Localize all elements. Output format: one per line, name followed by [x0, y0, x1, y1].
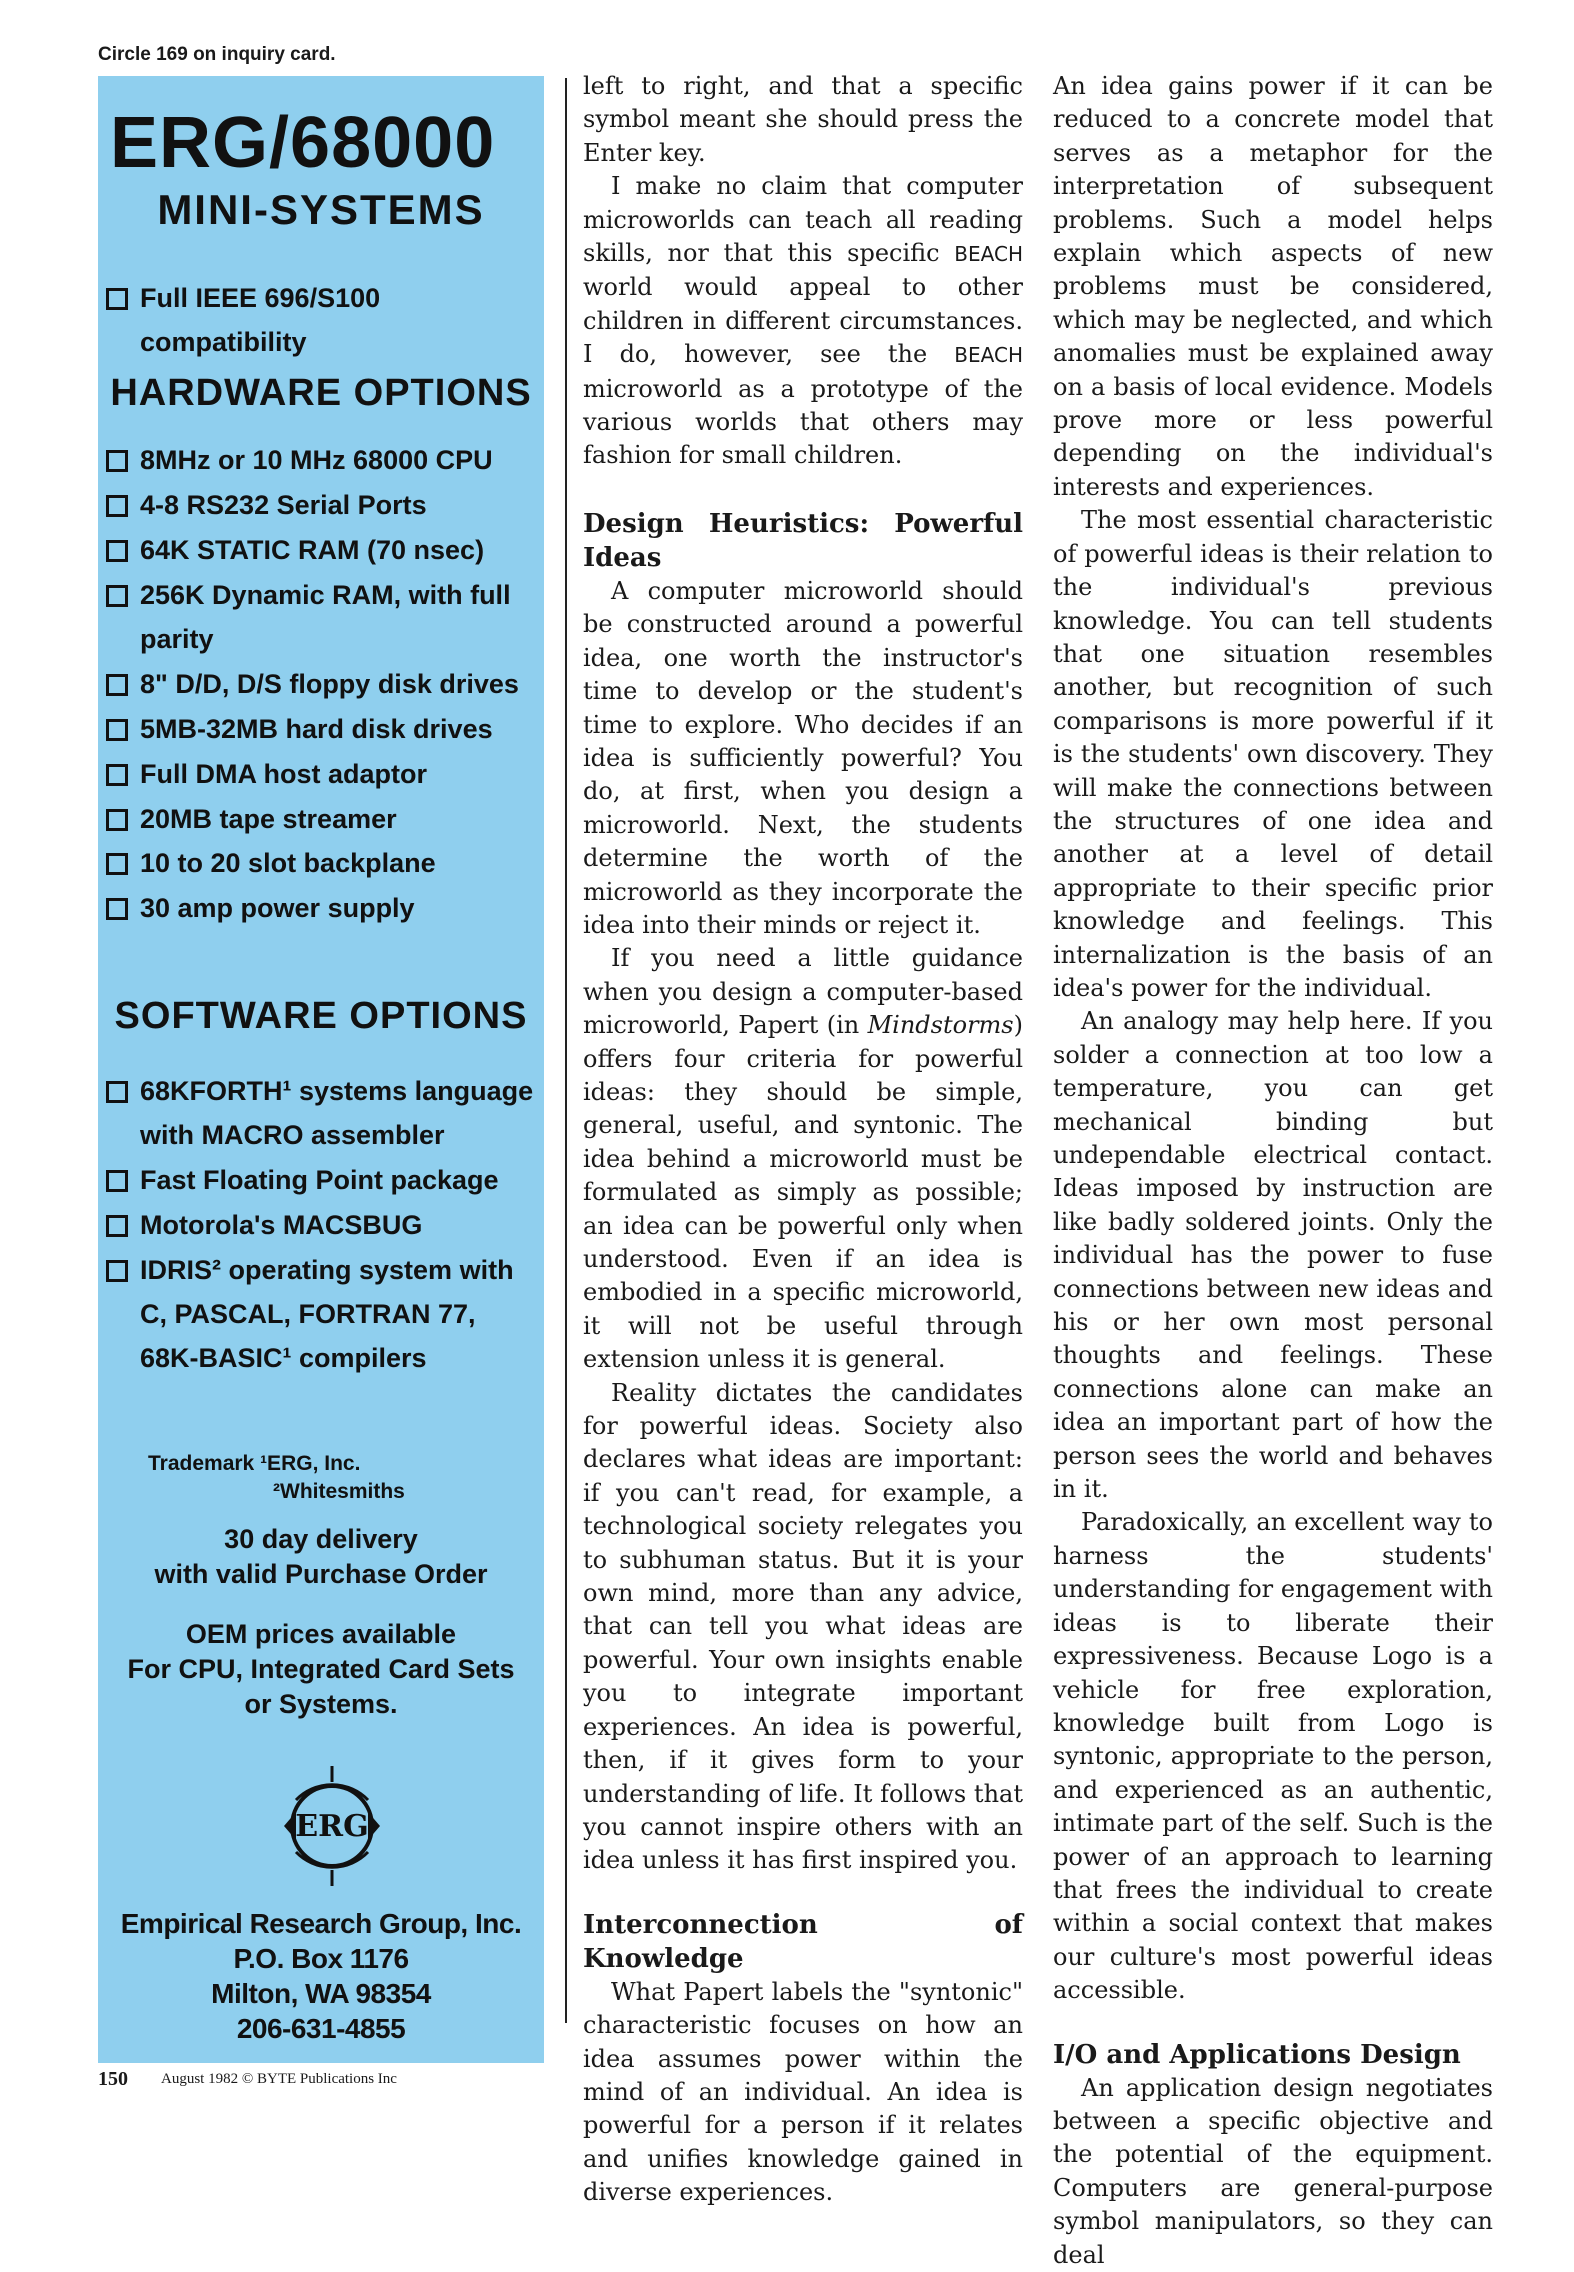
article-column-2: [1053, 70, 1493, 2272]
section-heading: I/O and Applications Design: [1053, 2039, 1461, 2070]
paragraph: What Papert labels the "syntonic" characteristic focuses on how an idea assumes power within the mind of an individual. An idea is powerful for a person if it relates and unifies knowledge gained in diverse experiences.: [583, 1977, 1023, 2207]
logo-letters: ERG: [295, 1809, 369, 1844]
page-number: 150: [98, 2068, 128, 2090]
article-column-1: [583, 70, 1023, 2210]
hardware-option: [106, 670, 542, 706]
hardware-option: [106, 715, 542, 751]
paragraph: An idea gains power if it can be reduced to a concrete model that serves as a metaphor for the interpretation of subsequent problems. Such a model helps explain which aspects of new problems must be considered, which may be neglected, and which anomalies must be explained away on a basis of local evidence. Models prove more or less powerful depending on the individual's interests and experiences.: [1053, 72, 1493, 501]
checkbox-icon: [106, 898, 128, 920]
company-po-box: P.O. Box 1176: [233, 1943, 409, 1974]
checkbox-icon: [106, 1081, 128, 1103]
trademark-note-1: Trademark ¹ERG, Inc.: [148, 1452, 361, 1475]
hardware-option: [106, 894, 542, 930]
company-name: Empirical Research Group, Inc.: [120, 1908, 522, 1939]
checkbox-icon: [106, 1170, 128, 1192]
option-label: Motorola's MACSBUG: [140, 1210, 423, 1240]
software-option: [106, 1166, 542, 1202]
checkbox-icon: [106, 288, 128, 310]
erg-logo-icon: [266, 1760, 398, 1892]
hardware-option: [106, 581, 542, 661]
option-label: 256K Dynamic RAM, with full parity: [140, 580, 511, 654]
option-label: 68KFORTH¹ systems language with MACRO assembler: [140, 1076, 534, 1150]
paragraph: If you need a little guidance when you design a computer-based microworld, Papert (in Mindstorms) offers four criteria for powerful ideas: they should be simple, general, useful, and syntonic. The idea behind a microworld must be formulated as simply as possible; an idea can be powerful only when understood. Even if an idea is embodied in a specific microworld, it will not be useful through extension unless it is general.: [583, 944, 1023, 1374]
option-label: IDRIS² operating system with C, PASCAL, FORTRAN 77, 68K-BASIC¹ compilers: [140, 1255, 514, 1373]
option-label: 30 amp power supply: [140, 893, 415, 923]
delivery-line-2: with valid Purchase Order: [154, 1559, 488, 1589]
checkbox-icon: [106, 450, 128, 472]
column-divider: [565, 78, 567, 2023]
hardware-option: [106, 446, 542, 482]
checkbox-icon: [106, 495, 128, 517]
software-option: [106, 1077, 542, 1157]
publication-credit: August 1982 © BYTE Publications Inc: [161, 2071, 397, 2087]
hardware-option: [106, 491, 542, 527]
option-label: 4-8 RS232 Serial Ports: [140, 490, 427, 520]
oem-line-1: OEM prices available: [185, 1619, 457, 1649]
paragraph: An application design negotiates between a specific objective and the potential of the equipment. Computers are general-purpose symbol manipulators, so they can deal: [1053, 2073, 1493, 2269]
ad-intro-option: [106, 284, 542, 364]
company-phone: 206-631-4855: [236, 2013, 406, 2044]
option-label: Full DMA host adaptor: [140, 759, 427, 789]
oem-line-3: or Systems.: [244, 1689, 398, 1719]
option-label: Fast Floating Point package: [140, 1165, 499, 1195]
hardware-options-heading: HARDWARE OPTIONS: [110, 372, 532, 414]
section-heading: Interconnection of Knowledge: [583, 1909, 1023, 1974]
checkbox-icon: [106, 764, 128, 786]
oem-line-2: For CPU, Integrated Card Sets: [127, 1654, 515, 1684]
ad-subtitle: MINI-SYSTEMS: [157, 186, 485, 233]
option-label: 10 to 20 slot backplane: [140, 848, 436, 878]
checkbox-icon: [106, 809, 128, 831]
option-label: Full IEEE 696/S100 compatibility: [140, 283, 381, 357]
trademark-note-2: ²Whitesmiths: [273, 1480, 405, 1503]
option-label: 5MB-32MB hard disk drives: [140, 714, 493, 744]
ad-brand-title: ERG/68000: [110, 103, 496, 183]
hardware-option: [106, 805, 542, 841]
delivery-line-1: 30 day delivery: [224, 1524, 418, 1554]
checkbox-icon: [106, 540, 128, 562]
software-options-heading: SOFTWARE OPTIONS: [114, 995, 528, 1037]
paragraph: left to right, and that a specific symbol meant she should press the Enter key.: [583, 72, 1023, 167]
checkbox-icon: [106, 853, 128, 875]
checkbox-icon: [106, 1260, 128, 1282]
paragraph: Reality dictates the candidates for powerful ideas. Society also declares what ideas are important: if you can't read, for example, a technological society relegates you to subhuman status. But it is your own mind, more than any advice, that can tell you what ideas are powerful. Your own insights enable you to integrate important experiences. An idea is powerful, then, if it gives form to your understanding of life. It follows that you cannot inspire others with an idea unless it has first inspired you.: [583, 1378, 1023, 1875]
hardware-option: [106, 536, 542, 572]
paragraph: An analogy may help here. If you solder a connection at too low a temperature, you can get mechanical binding but undependable electrical contact. Ideas imposed by instruction are like badly soldered joints. Only the individual has the power to fuse connections between new ideas and his or her own most personal thoughts and feelings. These connections alone can make an idea an important part of how the person sees the world and behaves in it.: [1053, 1007, 1493, 1504]
hardware-option: [106, 760, 542, 796]
paragraph: The most essential characteristic of powerful ideas is their relation to the individual's previous knowledge. You can tell students that one situation resembles another, but recognition of such comparisons is more powerful if it is the students' own discovery. They will make the connections between the structures of one idea and another at a level of detail appropriate to their specific prior knowledge and feelings. This internalization is the basis of an idea's power for the individual.: [1053, 506, 1493, 1002]
paragraph: A computer microworld should be constructed around a powerful idea, one worth the instructor's time to develop or the student's time to explore. Who decides if an idea is sufficiently powerful? You do, at first, when you design a microworld. Next, the students determine the worth of the microworld as they incorporate the idea into their minds or reject it.: [583, 576, 1023, 939]
company-address: [98, 1906, 544, 2046]
section-heading: Design Heuristics: Powerful Ideas: [583, 508, 1023, 573]
hardware-option: [106, 849, 542, 885]
option-label: 8MHz or 10 MHz 68000 CPU: [140, 445, 493, 475]
checkbox-icon: [106, 1215, 128, 1237]
software-option: [106, 1256, 542, 1380]
erg-advertisement: [98, 76, 544, 2063]
option-label: 8" D/D, D/S floppy disk drives: [140, 669, 519, 699]
option-label: 64K STATIC RAM (70 nsec): [140, 535, 485, 565]
company-city: Milton, WA 98354: [211, 1978, 431, 2009]
software-option: [106, 1211, 542, 1247]
paragraph: I make no claim that computer microworlds can teach all reading skills, nor that this specific BEACH world would appeal to other children in different circumstances. I do, however, see the BEACH microworld as a prototype of the various worlds that others may fashion for small children.: [583, 172, 1023, 470]
checkbox-icon: [106, 585, 128, 607]
option-label: 20MB tape streamer: [140, 804, 397, 834]
paragraph: Paradoxically, an excellent way to harness the students' understanding for engagement with ideas is to liberate their expressiveness. Because Logo is a vehicle for free exploration, knowledge built from Logo is syntonic, appropriate to the person, and experienced as an authentic, intimate part of the self. Such is the power of an approach to learning that frees the individual to create within a social context that makes our culture's most powerful ideas accessible.: [1053, 1508, 1493, 2005]
checkbox-icon: [106, 719, 128, 741]
checkbox-icon: [106, 674, 128, 696]
inquiry-card-note: Circle 169 on inquiry card.: [98, 44, 336, 65]
